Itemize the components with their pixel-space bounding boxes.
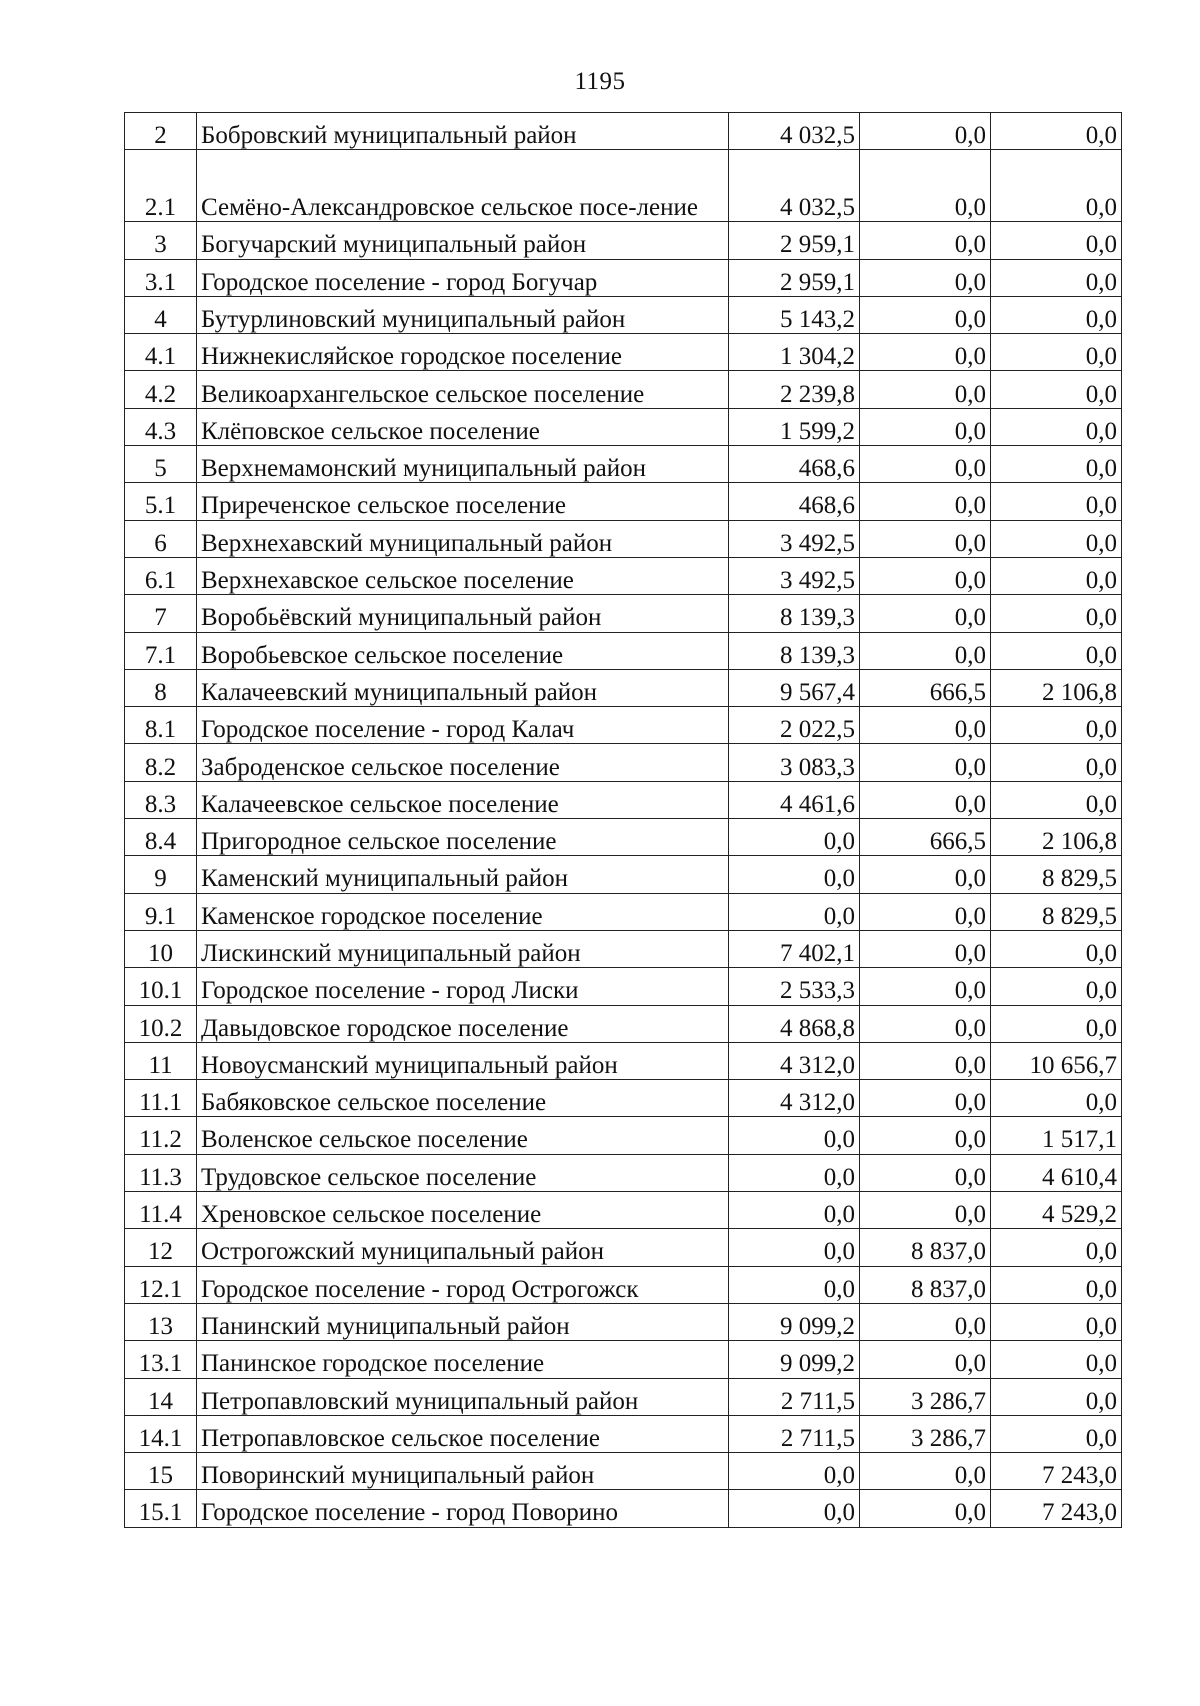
row-number-cell: 11.1 (125, 1080, 197, 1117)
row-number-cell: 13.1 (125, 1341, 197, 1378)
value-col3-cell: 0,0 (991, 595, 1122, 632)
value-col2-cell: 0,0 (860, 371, 991, 408)
value-col2-cell: 0,0 (860, 1005, 991, 1042)
value-col2-cell: 0,0 (860, 893, 991, 930)
municipality-name-cell: Петропавловское сельское поселение (197, 1415, 729, 1452)
value-col2-cell: 0,0 (860, 296, 991, 333)
row-number-cell: 10.1 (125, 968, 197, 1005)
row-number-cell: 2.1 (125, 150, 197, 222)
value-col3-cell: 0,0 (991, 744, 1122, 781)
budget-table (124, 112, 1122, 1528)
value-col3-cell: 8 829,5 (991, 856, 1122, 893)
municipality-name-cell: Панинское городское поселение (197, 1341, 729, 1378)
value-col3-cell: 10 656,7 (991, 1042, 1122, 1079)
table-row (125, 334, 1122, 371)
value-col3-cell: 0,0 (991, 1266, 1122, 1303)
row-number-cell: 11.4 (125, 1192, 197, 1229)
value-col1-cell: 0,0 (729, 1453, 860, 1490)
value-col2-cell: 0,0 (860, 113, 991, 150)
table-row (125, 296, 1122, 333)
value-col3-cell: 0,0 (991, 334, 1122, 371)
page-number: 1195 (574, 68, 626, 95)
value-col3-cell: 0,0 (991, 930, 1122, 967)
value-col3-cell: 7 243,0 (991, 1490, 1122, 1527)
value-col1-cell: 0,0 (729, 856, 860, 893)
value-col3-cell: 0,0 (991, 1415, 1122, 1452)
municipality-name-cell: Бутурлиновский муниципальный район (197, 296, 729, 333)
value-col1-cell: 0,0 (729, 893, 860, 930)
municipality-name-cell: Нижнекисляйское городское поселение (197, 334, 729, 371)
municipality-name-cell: Воленское сельское поселение (197, 1117, 729, 1154)
row-number-cell: 5 (125, 446, 197, 483)
value-col3-cell: 0,0 (991, 222, 1122, 259)
value-col2-cell: 0,0 (860, 259, 991, 296)
municipality-name-cell: Каменское городское поселение (197, 893, 729, 930)
value-col1-cell: 9 567,4 (729, 669, 860, 706)
table-row (125, 669, 1122, 706)
municipality-name-cell: Панинский муниципальный район (197, 1303, 729, 1340)
value-col3-cell: 0,0 (991, 557, 1122, 594)
table-row (125, 222, 1122, 259)
value-col2-cell: 0,0 (860, 520, 991, 557)
value-col2-cell: 0,0 (860, 1453, 991, 1490)
table-row (125, 632, 1122, 669)
row-number-cell: 8.2 (125, 744, 197, 781)
row-number-cell: 7 (125, 595, 197, 632)
value-col3-cell: 0,0 (991, 632, 1122, 669)
row-number-cell: 11.3 (125, 1154, 197, 1191)
value-col1-cell: 3 492,5 (729, 520, 860, 557)
value-col3-cell: 0,0 (991, 707, 1122, 744)
value-col2-cell: 0,0 (860, 1490, 991, 1527)
municipality-name-cell: Давыдовское городское поселение (197, 1005, 729, 1042)
value-col1-cell: 468,6 (729, 483, 860, 520)
municipality-name-cell: Богучарский муниципальный район (197, 222, 729, 259)
row-number-cell: 15 (125, 1453, 197, 1490)
municipality-name-cell: Городское поселение - город Богучар (197, 259, 729, 296)
value-col2-cell: 0,0 (860, 744, 991, 781)
value-col2-cell: 3 286,7 (860, 1415, 991, 1452)
table-row (125, 150, 1122, 222)
value-col2-cell: 0,0 (860, 632, 991, 669)
value-col1-cell: 8 139,3 (729, 595, 860, 632)
value-col3-cell: 0,0 (991, 483, 1122, 520)
municipality-name-cell: Приреченское сельское поселение (197, 483, 729, 520)
value-col2-cell: 0,0 (860, 446, 991, 483)
table-row (125, 819, 1122, 856)
row-number-cell: 2 (125, 113, 197, 150)
value-col1-cell: 2 711,5 (729, 1415, 860, 1452)
municipality-name-cell: Воробьевское сельское поселение (197, 632, 729, 669)
value-col3-cell: 4 610,4 (991, 1154, 1122, 1191)
table-row (125, 1117, 1122, 1154)
value-col2-cell: 0,0 (860, 557, 991, 594)
value-col1-cell: 0,0 (729, 1266, 860, 1303)
municipality-name-cell: Воробьёвский муниципальный район (197, 595, 729, 632)
municipality-name-cell: Калачеевский муниципальный район (197, 669, 729, 706)
municipality-name-cell: Верхнемамонский муниципальный район (197, 446, 729, 483)
value-col1-cell: 1 599,2 (729, 408, 860, 445)
municipality-name-cell: Хреновское сельское поселение (197, 1192, 729, 1229)
value-col2-cell: 666,5 (860, 669, 991, 706)
value-col1-cell: 4 312,0 (729, 1080, 860, 1117)
value-col2-cell: 0,0 (860, 968, 991, 1005)
value-col2-cell: 0,0 (860, 1341, 991, 1378)
table-row (125, 1229, 1122, 1266)
municipality-name-cell: Острогожский муниципальный район (197, 1229, 729, 1266)
table-row (125, 1378, 1122, 1415)
value-col2-cell: 0,0 (860, 856, 991, 893)
row-number-cell: 8 (125, 669, 197, 706)
table-row (125, 408, 1122, 445)
table-row (125, 1154, 1122, 1191)
municipality-name-cell: Верхнехавский муниципальный район (197, 520, 729, 557)
municipality-name-cell: Калачеевское сельское поселение (197, 781, 729, 818)
value-col3-cell: 0,0 (991, 408, 1122, 445)
value-col3-cell: 1 517,1 (991, 1117, 1122, 1154)
row-number-cell: 6.1 (125, 557, 197, 594)
table-row (125, 520, 1122, 557)
municipality-name-cell: Заброденское сельское поселение (197, 744, 729, 781)
value-col3-cell: 8 829,5 (991, 893, 1122, 930)
value-col2-cell: 0,0 (860, 1080, 991, 1117)
table-row (125, 1080, 1122, 1117)
municipality-name-cell: Семёно-Александровское сельское посе-ление (197, 150, 729, 222)
table-row (125, 1341, 1122, 1378)
value-col2-cell: 0,0 (860, 408, 991, 445)
row-number-cell: 8.1 (125, 707, 197, 744)
value-col3-cell: 0,0 (991, 371, 1122, 408)
value-col2-cell: 0,0 (860, 1154, 991, 1191)
municipality-name-cell: Верхнехавское сельское поселение (197, 557, 729, 594)
row-number-cell: 4 (125, 296, 197, 333)
value-col1-cell: 3 083,3 (729, 744, 860, 781)
value-col2-cell: 0,0 (860, 483, 991, 520)
municipality-name-cell: Клёповское сельское поселение (197, 408, 729, 445)
value-col1-cell: 4 032,5 (729, 150, 860, 222)
value-col3-cell: 7 243,0 (991, 1453, 1122, 1490)
value-col1-cell: 5 143,2 (729, 296, 860, 333)
value-col1-cell: 2 533,3 (729, 968, 860, 1005)
value-col3-cell: 2 106,8 (991, 669, 1122, 706)
table-row (125, 930, 1122, 967)
municipality-name-cell: Петропавловский муниципальный район (197, 1378, 729, 1415)
value-col2-cell: 0,0 (860, 1117, 991, 1154)
row-number-cell: 14.1 (125, 1415, 197, 1452)
value-col3-cell: 0,0 (991, 520, 1122, 557)
table-row (125, 1303, 1122, 1340)
municipality-name-cell: Каменский муниципальный район (197, 856, 729, 893)
value-col3-cell: 0,0 (991, 1229, 1122, 1266)
row-number-cell: 10 (125, 930, 197, 967)
value-col3-cell: 0,0 (991, 296, 1122, 333)
value-col1-cell: 0,0 (729, 1490, 860, 1527)
value-col1-cell: 0,0 (729, 1154, 860, 1191)
row-number-cell: 3 (125, 222, 197, 259)
row-number-cell: 6 (125, 520, 197, 557)
value-col3-cell: 2 106,8 (991, 819, 1122, 856)
value-col3-cell: 0,0 (991, 1005, 1122, 1042)
row-number-cell: 14 (125, 1378, 197, 1415)
value-col1-cell: 4 312,0 (729, 1042, 860, 1079)
municipality-name-cell: Пригородное сельское поселение (197, 819, 729, 856)
value-col1-cell: 468,6 (729, 446, 860, 483)
municipality-name-cell: Трудовское сельское поселение (197, 1154, 729, 1191)
value-col1-cell: 2 959,1 (729, 259, 860, 296)
table-row (125, 483, 1122, 520)
value-col2-cell: 0,0 (860, 595, 991, 632)
municipality-name-cell: Великоархангельское сельское поселение (197, 371, 729, 408)
table-row (125, 1266, 1122, 1303)
municipality-name-cell: Городское поселение - город Лиски (197, 968, 729, 1005)
value-col2-cell: 666,5 (860, 819, 991, 856)
municipality-name-cell: Городское поселение - город Поворино (197, 1490, 729, 1527)
row-number-cell: 11 (125, 1042, 197, 1079)
value-col1-cell: 0,0 (729, 1117, 860, 1154)
row-number-cell: 8.4 (125, 819, 197, 856)
table-row (125, 781, 1122, 818)
value-col1-cell: 7 402,1 (729, 930, 860, 967)
value-col3-cell: 0,0 (991, 1378, 1122, 1415)
table-row (125, 446, 1122, 483)
table-row (125, 557, 1122, 594)
value-col3-cell: 0,0 (991, 150, 1122, 222)
value-col2-cell: 0,0 (860, 222, 991, 259)
row-number-cell: 8.3 (125, 781, 197, 818)
table-row (125, 595, 1122, 632)
row-number-cell: 12 (125, 1229, 197, 1266)
value-col1-cell: 2 711,5 (729, 1378, 860, 1415)
municipality-name-cell: Городское поселение - город Острогожск (197, 1266, 729, 1303)
table-row (125, 968, 1122, 1005)
value-col2-cell: 8 837,0 (860, 1229, 991, 1266)
table-row (125, 856, 1122, 893)
table-row (125, 1005, 1122, 1042)
row-number-cell: 3.1 (125, 259, 197, 296)
value-col3-cell: 0,0 (991, 1080, 1122, 1117)
value-col1-cell: 2 239,8 (729, 371, 860, 408)
value-col3-cell: 0,0 (991, 781, 1122, 818)
table-row (125, 259, 1122, 296)
value-col3-cell: 0,0 (991, 113, 1122, 150)
value-col1-cell: 0,0 (729, 819, 860, 856)
value-col1-cell: 3 492,5 (729, 557, 860, 594)
value-col1-cell: 0,0 (729, 1192, 860, 1229)
table-row (125, 1453, 1122, 1490)
value-col2-cell: 0,0 (860, 1303, 991, 1340)
municipality-name-cell: Лискинский муниципальный район (197, 930, 729, 967)
value-col1-cell: 9 099,2 (729, 1341, 860, 1378)
value-col1-cell: 1 304,2 (729, 334, 860, 371)
row-number-cell: 4.3 (125, 408, 197, 445)
value-col2-cell: 0,0 (860, 1192, 991, 1229)
value-col3-cell: 0,0 (991, 1341, 1122, 1378)
table-row (125, 113, 1122, 150)
municipality-name-cell: Бобровский муниципальный район (197, 113, 729, 150)
table-row (125, 1490, 1122, 1527)
table-body (125, 113, 1122, 1528)
value-col1-cell: 4 461,6 (729, 781, 860, 818)
value-col2-cell: 0,0 (860, 334, 991, 371)
value-col1-cell: 2 959,1 (729, 222, 860, 259)
row-number-cell: 10.2 (125, 1005, 197, 1042)
value-col2-cell: 0,0 (860, 930, 991, 967)
value-col1-cell: 0,0 (729, 1229, 860, 1266)
value-col3-cell: 0,0 (991, 259, 1122, 296)
value-col2-cell: 0,0 (860, 150, 991, 222)
value-col3-cell: 0,0 (991, 1303, 1122, 1340)
value-col1-cell: 9 099,2 (729, 1303, 860, 1340)
value-col1-cell: 8 139,3 (729, 632, 860, 669)
value-col2-cell: 3 286,7 (860, 1378, 991, 1415)
row-number-cell: 15.1 (125, 1490, 197, 1527)
value-col3-cell: 0,0 (991, 446, 1122, 483)
table-row (125, 707, 1122, 744)
value-col1-cell: 4 868,8 (729, 1005, 860, 1042)
municipality-name-cell: Городское поселение - город Калач (197, 707, 729, 744)
row-number-cell: 7.1 (125, 632, 197, 669)
row-number-cell: 9 (125, 856, 197, 893)
value-col1-cell: 2 022,5 (729, 707, 860, 744)
value-col1-cell: 4 032,5 (729, 113, 860, 150)
value-col2-cell: 0,0 (860, 707, 991, 744)
municipality-name-cell: Поворинский муниципальный район (197, 1453, 729, 1490)
table-row (125, 371, 1122, 408)
row-number-cell: 13 (125, 1303, 197, 1340)
value-col2-cell: 0,0 (860, 1042, 991, 1079)
value-col3-cell: 0,0 (991, 968, 1122, 1005)
row-number-cell: 4.2 (125, 371, 197, 408)
table-row (125, 1415, 1122, 1452)
row-number-cell: 9.1 (125, 893, 197, 930)
row-number-cell: 5.1 (125, 483, 197, 520)
row-number-cell: 4.1 (125, 334, 197, 371)
value-col2-cell: 0,0 (860, 781, 991, 818)
table-row (125, 893, 1122, 930)
row-number-cell: 11.2 (125, 1117, 197, 1154)
table-row (125, 1192, 1122, 1229)
municipality-name-cell: Бабяковское сельское поселение (197, 1080, 729, 1117)
municipality-name-cell: Новоусманский муниципальный район (197, 1042, 729, 1079)
value-col2-cell: 8 837,0 (860, 1266, 991, 1303)
table-row (125, 1042, 1122, 1079)
row-number-cell: 12.1 (125, 1266, 197, 1303)
table-row (125, 744, 1122, 781)
value-col3-cell: 4 529,2 (991, 1192, 1122, 1229)
